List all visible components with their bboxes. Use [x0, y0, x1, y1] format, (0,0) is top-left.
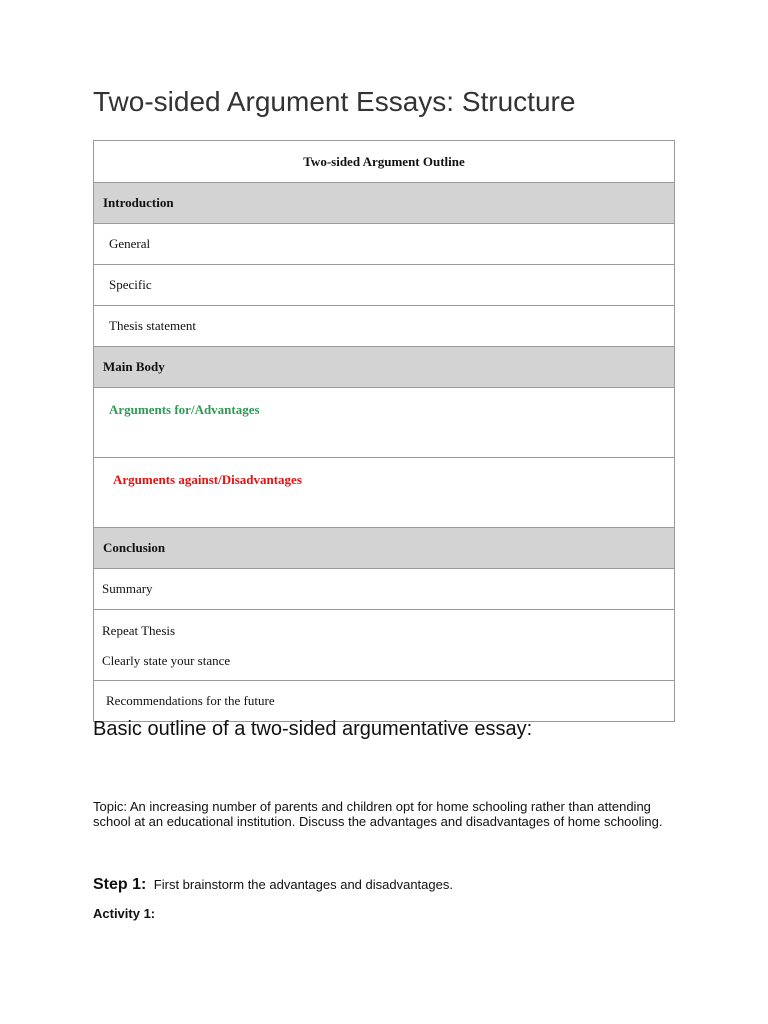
- intro-item-thesis: Thesis statement: [94, 305, 674, 346]
- conclusion-thesis-row: [94, 609, 674, 680]
- topic-paragraph: Topic: An increasing number of parents and children opt for home schooling rather than attending school at an educational institution. Discuss the advantages and disadvantages of home schooling.: [93, 799, 663, 829]
- conclusion-recommendations: Recommendations for the future: [94, 680, 674, 721]
- step-1: [93, 876, 453, 894]
- intro-item-specific: Specific: [94, 264, 674, 305]
- arguments-for-label: Arguments for/Advantages: [109, 402, 260, 417]
- main-body-against-row: [94, 457, 674, 527]
- page-title: Two-sided Argument Essays: Structure: [93, 86, 576, 117]
- arguments-against-label: Arguments against/Disadvantages: [113, 472, 302, 487]
- intro-item-general: General: [94, 223, 674, 264]
- step-1-text: First brainstorm the advantages and disadvantages.: [153, 877, 453, 892]
- conclusion-summary: Summary: [94, 568, 674, 609]
- step-1-label: Step 1:: [93, 876, 147, 893]
- section-conclusion: Conclusion: [94, 527, 674, 568]
- activity-1-label: Activity 1:: [93, 906, 156, 921]
- conclusion-state-stance: Clearly state your stance: [102, 653, 231, 668]
- conclusion-repeat-thesis: Repeat Thesis: [102, 623, 176, 638]
- section-introduction: Introduction: [94, 182, 674, 223]
- outline-table: [93, 140, 675, 722]
- main-body-for-row: [94, 387, 674, 457]
- table-heading: Two-sided Argument Outline: [303, 154, 465, 169]
- outline-subheading: Basic outline of a two-sided argumentative essay:: [93, 718, 533, 740]
- section-main-body: Main Body: [94, 346, 674, 387]
